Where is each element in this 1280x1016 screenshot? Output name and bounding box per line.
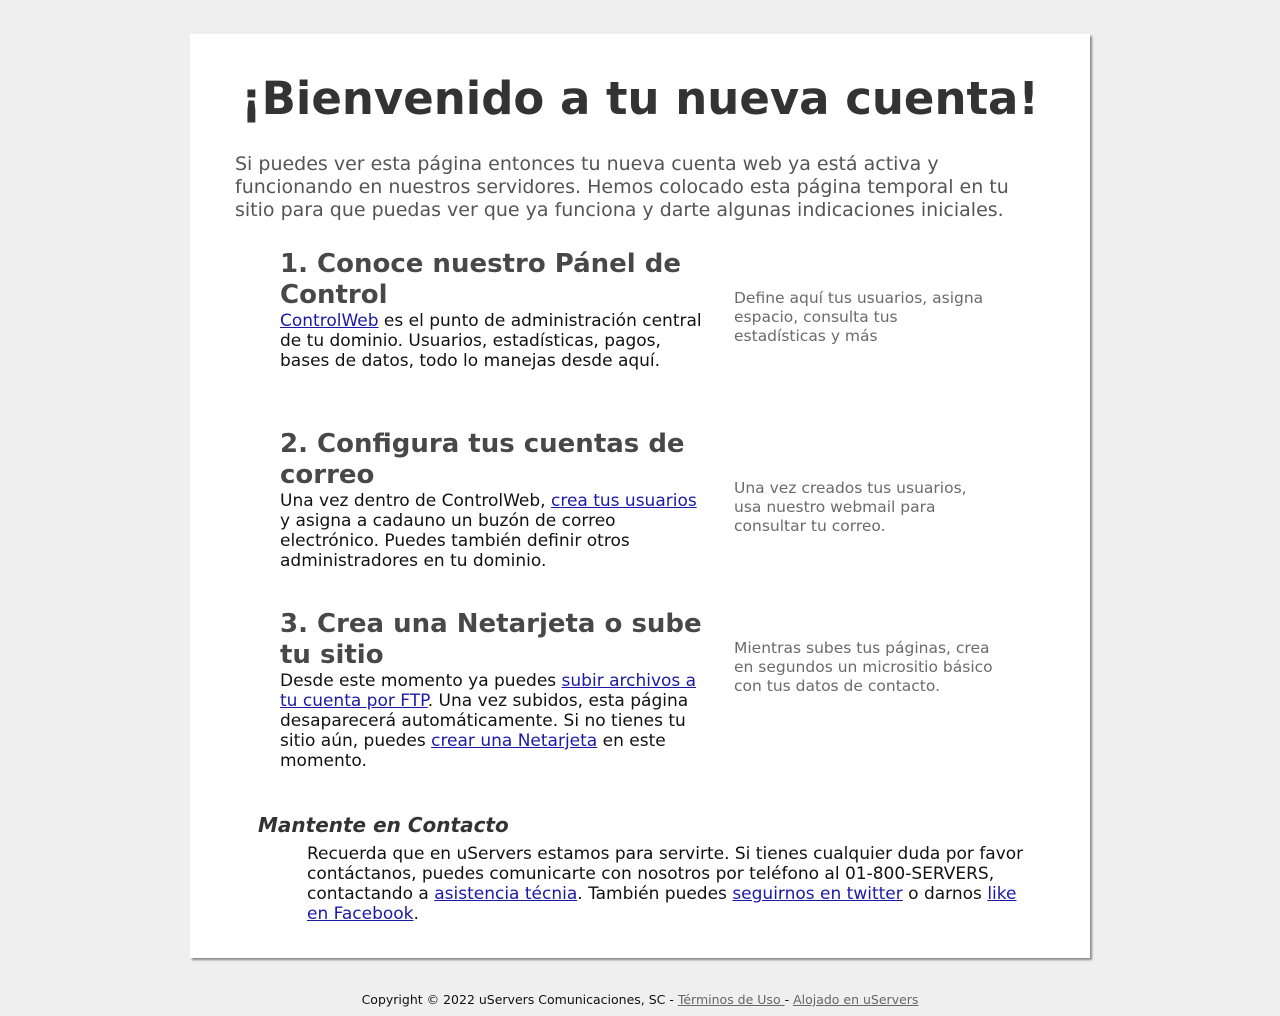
contact-text-3: o darnos	[902, 884, 988, 904]
step-3-text-1: Desde este momento ya puedes	[280, 671, 562, 691]
support-link[interactable]: asistencia técnia	[434, 884, 578, 904]
terms-link[interactable]: Términos de Uso	[677, 992, 785, 1007]
step-1-body	[280, 311, 710, 371]
contact-text-4: .	[413, 904, 419, 924]
step-1-text: es el punto de administración central de tu dominio. Usuarios, estadísticas, pagos, bases de datos, todo lo manejas desde aquí.	[280, 311, 702, 371]
step-3-body	[280, 671, 710, 771]
footer-separator: -	[784, 992, 794, 1007]
controlweb-link[interactable]: ControlWeb	[280, 311, 379, 331]
create-netarjeta-link[interactable]: crear una Netarjeta	[431, 731, 598, 751]
contact-text-1: Recuerda que en uServers estamos para servirte. Si tienes cualquier duda por favor contáctanos, puedes comunicarte con nosotros por teléfono al 01-800-SERVERS, contactando a	[307, 844, 1024, 904]
step-2-note: Una vez creados tus usuarios, usa nuestro webmail para consultar tu correo.	[734, 479, 967, 535]
step-2-text-1: Una vez dentro de ControlWeb,	[280, 491, 551, 511]
step-1-title: 1. Conoce nuestro Pánel de Control	[280, 249, 681, 310]
step-2-title: 2. Configura tus cuentas de correo	[280, 429, 685, 490]
contact-text-2: . También puedes	[577, 884, 733, 904]
contact-title: Mantente en Contacto	[258, 813, 509, 837]
step-2-text-2: y asigna a cadauno un buzón de correo electrónico. Puedes también definir otros administradores en tu dominio.	[280, 511, 630, 571]
step-3-note: Mientras subes tus páginas, crea en segundos un micrositio básico con tus datos de contacto.	[734, 639, 993, 695]
page-title: ¡Bienvenido a tu nueva cuenta!	[241, 72, 1039, 125]
hosted-link[interactable]: Alojado en uServers	[793, 992, 919, 1007]
step-2-body	[280, 491, 710, 571]
step-3-text-3: en este momento.	[280, 731, 666, 771]
ftp-upload-link[interactable]: subir archivos a tu cuenta por FTP	[280, 671, 697, 711]
footer	[0, 992, 1280, 1008]
contact-body	[307, 844, 1027, 924]
facebook-link[interactable]: like en Facebook	[307, 884, 1017, 924]
intro-text: Si puedes ver esta página entonces tu nueva cuenta web ya está activa y funcionando en nuestros servidores. Hemos colocado esta página temporal en tu sitio para que puedas ver que ya funciona y darte algunas indicaciones iniciales.	[235, 153, 1009, 221]
step-1-note: Define aquí tus usuarios, asigna espacio, consulta tus estadísticas y más	[734, 289, 984, 345]
step-3-title: 3. Crea una Netarjeta o sube tu sitio	[280, 609, 702, 670]
step-3-text-2: . Una vez subidos, esta página desaparecerá automáticamente. Si no tienes tu sitio aún, puedes	[280, 691, 689, 751]
copyright-text: Copyright © 2022 uServers Comunicaciones, SC -	[361, 992, 678, 1007]
create-users-link[interactable]: crea tus usuarios	[550, 491, 697, 511]
twitter-link[interactable]: seguirnos en twitter	[732, 884, 903, 904]
